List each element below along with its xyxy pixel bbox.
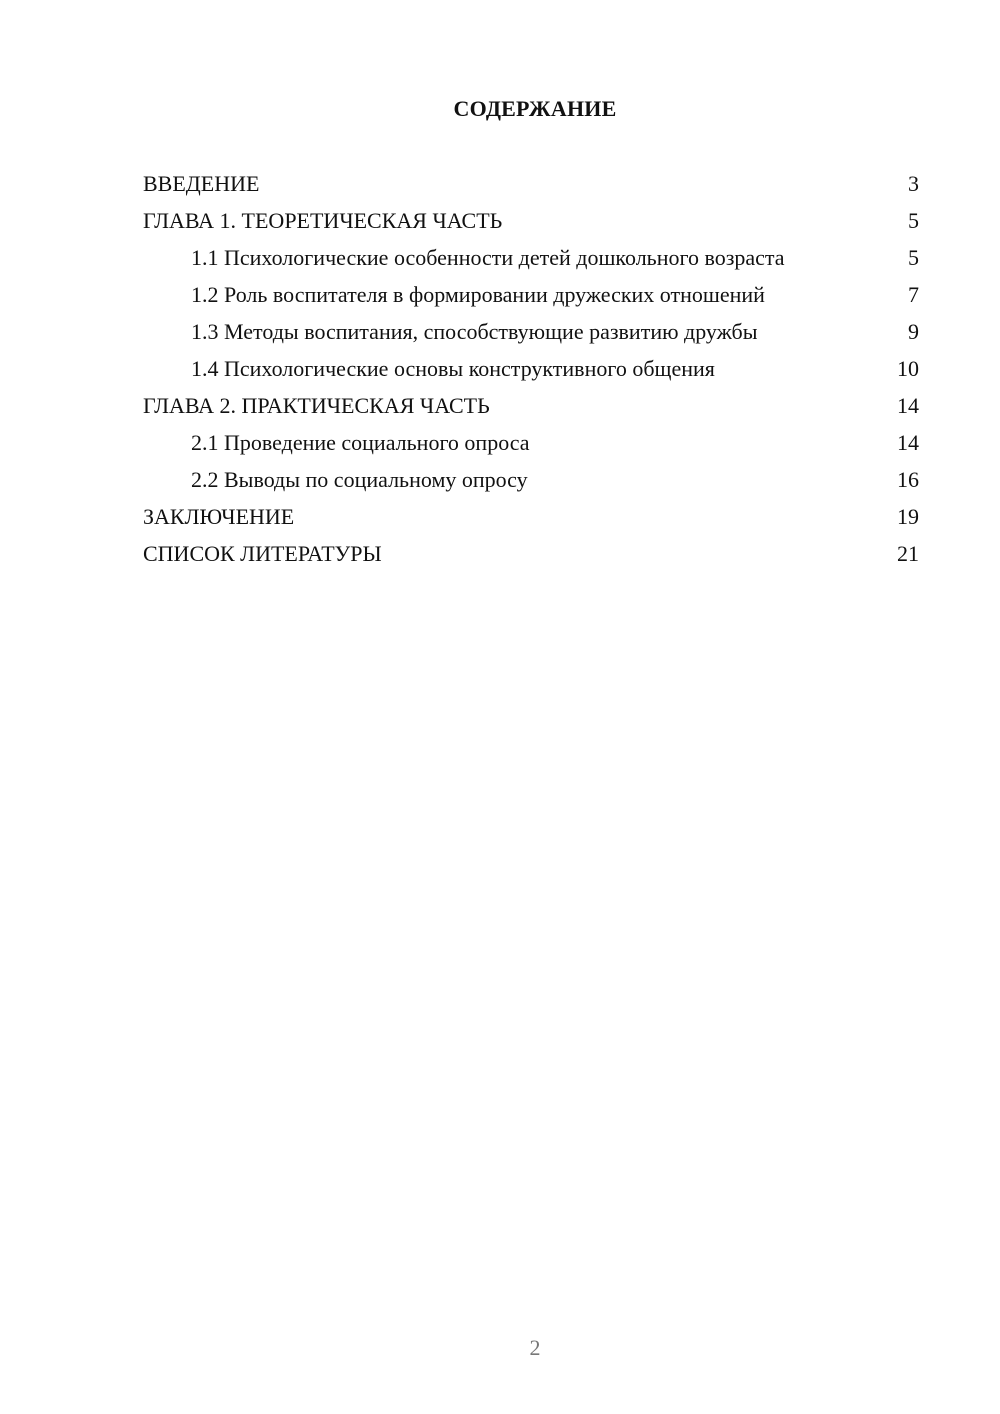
toc-entry-page: 5 [908, 245, 919, 270]
toc-entry-label: 1.4 Психологические основы конструктивного общения [191, 356, 715, 381]
toc-entry-page: 10 [897, 356, 919, 381]
toc-entry-section-2-1[interactable] [143, 429, 919, 456]
toc-entry-section-1-2[interactable] [143, 281, 919, 308]
toc-entry-page: 14 [897, 393, 919, 418]
toc-entry-label: ВВЕДЕНИЕ [143, 171, 260, 196]
page-number: 2 [529, 1335, 541, 1360]
toc-entry-page: 9 [908, 319, 919, 344]
toc-entry-section-1-4[interactable] [143, 355, 919, 382]
toc-entry-section-1-1[interactable] [143, 244, 919, 271]
toc-entry-section-2-2[interactable] [143, 466, 919, 493]
toc-entry-page: 5 [908, 208, 919, 233]
toc-entry-label: 2.2 Выводы по социальному опросу [191, 467, 528, 492]
toc-entry-chapter-1[interactable] [143, 207, 919, 234]
table-of-contents [143, 170, 919, 577]
toc-entry-page: 21 [897, 541, 919, 566]
toc-entry-label: ГЛАВА 2. ПРАКТИЧЕСКАЯ ЧАСТЬ [143, 393, 490, 418]
toc-entry-label: 1.3 Методы воспитания, способствующие развитию дружбы [191, 319, 758, 344]
toc-entry-label: ЗАКЛЮЧЕНИЕ [143, 504, 295, 529]
toc-entry-introduction[interactable] [143, 170, 919, 197]
toc-entry-conclusion[interactable] [143, 503, 919, 530]
toc-entry-label: 2.1 Проведение социального опроса [191, 430, 530, 455]
toc-entry-label: ГЛАВА 1. ТЕОРЕТИЧЕСКАЯ ЧАСТЬ [143, 208, 503, 233]
toc-entry-page: 14 [897, 430, 919, 455]
toc-entry-label: СПИСОК ЛИТЕРАТУРЫ [143, 541, 382, 566]
toc-entry-chapter-2[interactable] [143, 392, 919, 419]
toc-entry-references[interactable] [143, 540, 919, 567]
toc-entry-label: 1.2 Роль воспитателя в формировании дружеских отношений [191, 282, 765, 307]
toc-entry-section-1-3[interactable] [143, 318, 919, 345]
toc-entry-label: 1.1 Психологические особенности детей дошкольного возраста [191, 245, 785, 270]
toc-entry-page: 3 [908, 171, 919, 196]
toc-entry-page: 19 [897, 504, 919, 529]
toc-entry-page: 7 [908, 282, 919, 307]
toc-entry-page: 16 [897, 467, 919, 492]
toc-title: СОДЕРЖАНИЕ [453, 96, 617, 121]
